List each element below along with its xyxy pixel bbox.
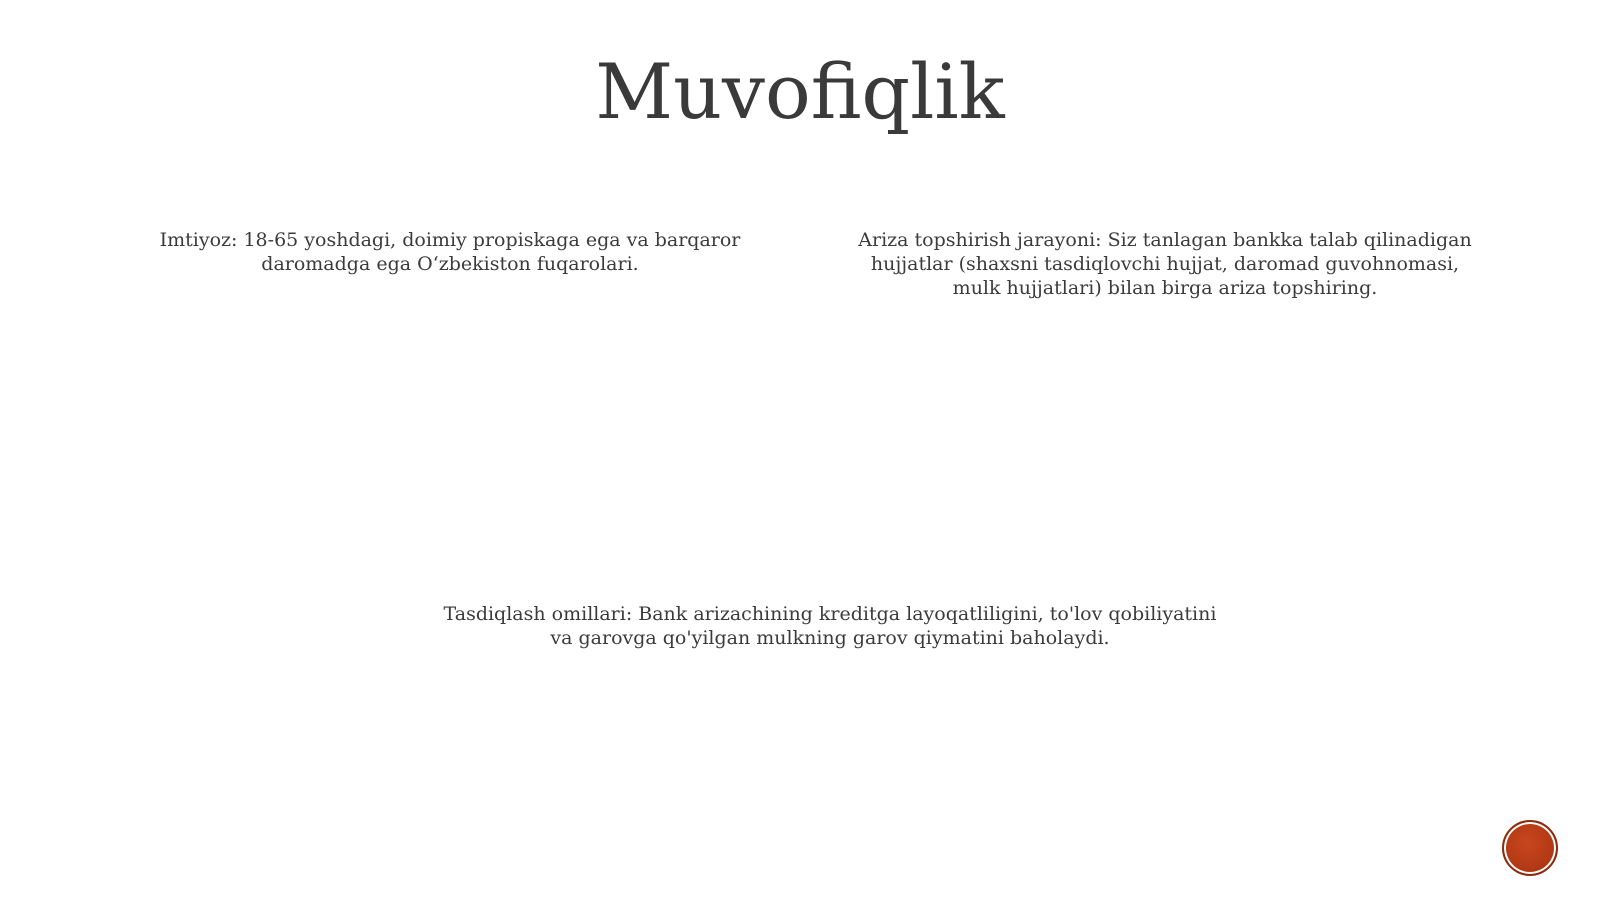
approval-factors-text: Tasdiqlash omillari: Bank arizachining kreditga layoqatliligini, to'lov qobiliyatini va garovga qo'yilgan mulkning garov qiymatini baholaydi. <box>443 603 1217 649</box>
application-process-text: Ariza topshirish jarayoni: Siz tanlagan bankka talab qilinadigan hujjatlar (shaxsni tasdiqlovchi hujjat, daromad guvohnomasi, mulk hujjatlari) bilan birga ariza topshiring. <box>858 229 1472 299</box>
slide-title: Muvofiqlik <box>595 47 1005 136</box>
eligibility-text: Imtiyoz: 18-65 yoshdagi, doimiy propiskaga ega va barqaror daromadga ega O‘zbekiston fuqarolari. <box>159 229 741 275</box>
circle-button-icon[interactable] <box>1502 820 1558 876</box>
